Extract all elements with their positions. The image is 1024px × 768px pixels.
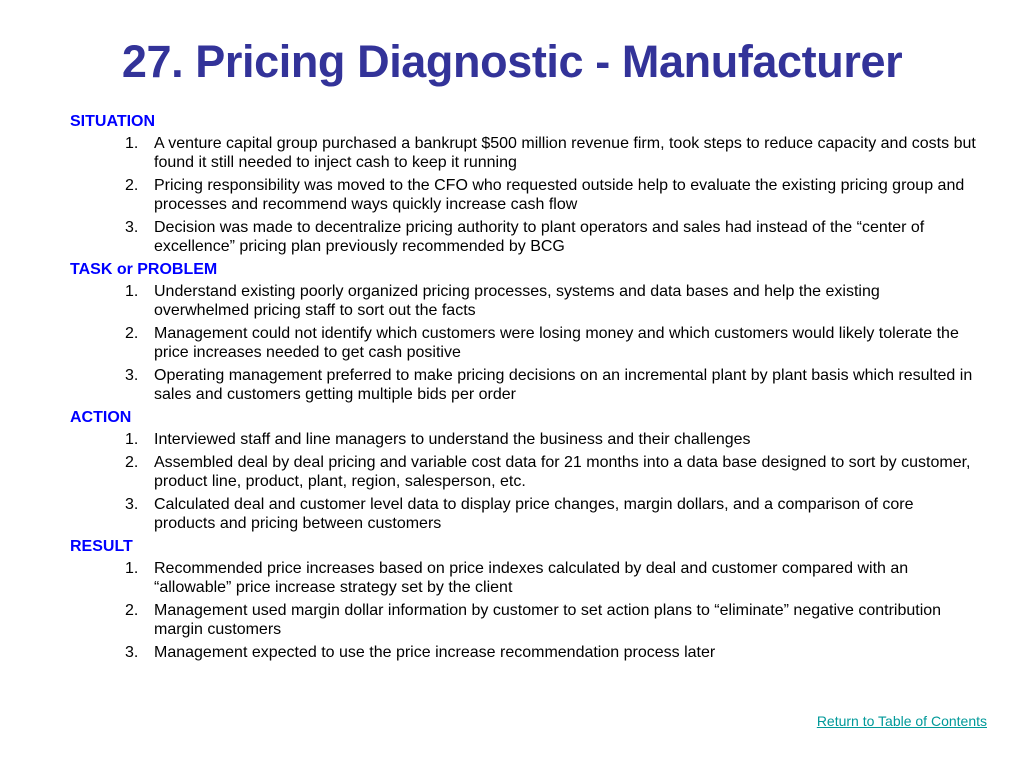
item-text: Interviewed staff and line managers to understand the business and their challenges (154, 431, 751, 448)
item-number: 3. (125, 219, 139, 236)
section-task-or-problem (70, 260, 990, 404)
item-number: 2. (125, 602, 139, 619)
item-list (70, 559, 990, 662)
list-item (70, 324, 990, 362)
item-text: Assembled deal by deal pricing and variable cost data for 21 months into a data base designed to sort by customer, product line, product, plant, region, salesperson, etc. (154, 454, 971, 490)
item-number: 1. (125, 283, 139, 300)
list-item (70, 366, 990, 404)
section-heading: RESULT (70, 538, 133, 555)
item-number: 2. (125, 454, 139, 471)
item-number: 1. (125, 560, 139, 577)
slide-content (70, 112, 990, 666)
item-number: 3. (125, 496, 139, 513)
section-situation (70, 112, 990, 256)
list-item (70, 430, 990, 449)
section-heading: TASK or PROBLEM (70, 261, 218, 278)
item-list (70, 430, 990, 533)
item-text: A venture capital group purchased a bankrupt $500 million revenue firm, took steps to reduce capacity and costs but found it still needed to inject cash to keep it running (154, 135, 976, 171)
return-to-toc-link[interactable]: Return to Table of Contents (816, 713, 987, 729)
slide-title: 27. Pricing Diagnostic - Manufacturer (121, 36, 903, 87)
section-result (70, 537, 990, 662)
item-text: Management could not identify which customers were losing money and which customers would likely tolerate the price increases needed to get cash positive (154, 325, 959, 361)
list-item (70, 176, 990, 214)
list-item (70, 134, 990, 172)
list-item (70, 559, 990, 597)
item-number: 3. (125, 644, 139, 661)
list-item (70, 495, 990, 533)
section-heading: ACTION (70, 409, 132, 426)
item-text: Management expected to use the price increase recommendation process later (154, 644, 716, 661)
list-item (70, 643, 990, 662)
item-text: Recommended price increases based on price indexes calculated by deal and customer compared with an “allowable” price increase strategy set by the client (154, 560, 909, 596)
item-number: 3. (125, 367, 139, 384)
item-text: Decision was made to decentralize pricing authority to plant operators and sales had instead of the “center of excellence” pricing plan previously recommended by BCG (154, 219, 925, 255)
item-text: Understand existing poorly organized pricing processes, systems and data bases and help the existing overwhelmed pricing staff to sort out the facts (154, 283, 880, 319)
item-text: Management used margin dollar information by customer to set action plans to “eliminate” negative contribution margin customers (154, 602, 942, 638)
item-text: Calculated deal and customer level data to display price changes, margin dollars, and a comparison of core products and pricing between customers (154, 496, 914, 532)
item-list (70, 134, 990, 256)
section-heading: SITUATION (70, 113, 156, 130)
section-action (70, 408, 990, 533)
item-list (70, 282, 990, 404)
item-text: Pricing responsibility was moved to the CFO who requested outside help to evaluate the existing pricing group and processes and recommend ways quickly increase cash flow (154, 177, 965, 213)
list-item (70, 453, 990, 491)
item-number: 2. (125, 325, 139, 342)
item-number: 1. (125, 135, 139, 152)
list-item (70, 601, 990, 639)
list-item (70, 218, 990, 256)
item-text: Operating management preferred to make pricing decisions on an incremental plant by plant basis which resulted in sales and customers getting multiple bids per order (154, 367, 973, 403)
list-item (70, 282, 990, 320)
item-number: 1. (125, 431, 139, 448)
item-number: 2. (125, 177, 139, 194)
